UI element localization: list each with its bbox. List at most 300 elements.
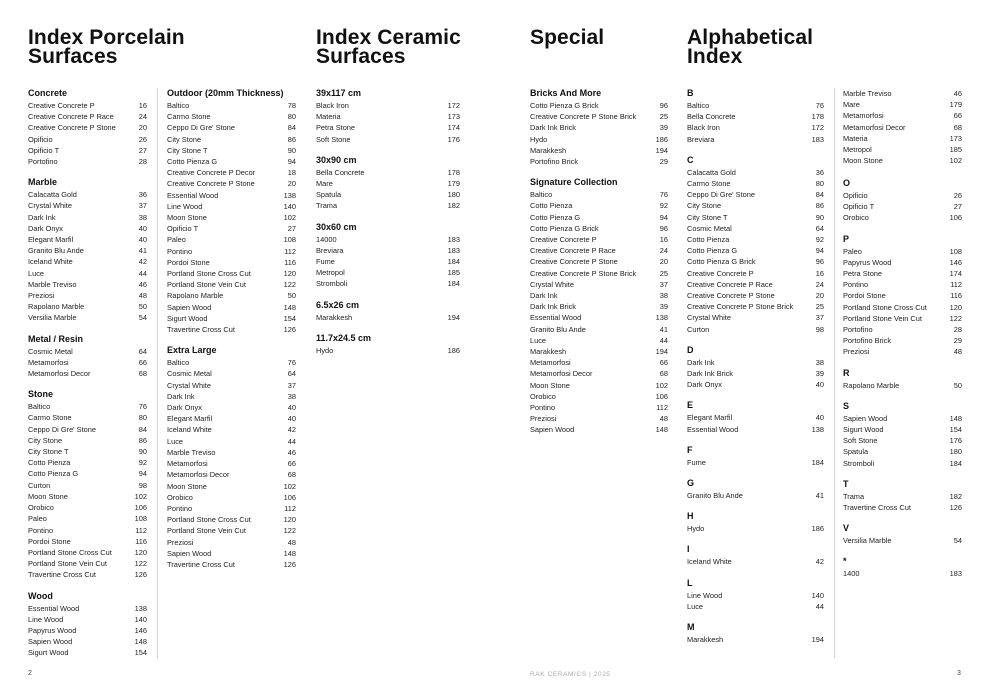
entry-page: 27 xyxy=(953,202,962,212)
entry-page: 68 xyxy=(138,369,147,379)
entry-name: Rapolano Marble xyxy=(28,302,85,312)
index-entry xyxy=(28,145,147,156)
index-entry xyxy=(530,268,668,279)
index-entry xyxy=(167,402,296,413)
entry-name: 1400 xyxy=(843,569,860,579)
entry-name: Moon Stone xyxy=(530,380,570,390)
index-entry xyxy=(843,133,962,144)
entry-name: Portofino xyxy=(843,325,873,335)
index-entry xyxy=(28,468,147,479)
entry-page: 146 xyxy=(949,257,962,267)
index-entry xyxy=(530,134,668,145)
index-group xyxy=(167,88,296,335)
index-entry xyxy=(28,100,147,111)
entry-page: 116 xyxy=(135,536,147,546)
entry-page: 37 xyxy=(287,380,296,390)
index-entry xyxy=(843,458,962,469)
index-entry xyxy=(843,324,962,335)
entry-name: Opificio xyxy=(28,134,53,144)
entry-page: 186 xyxy=(811,524,824,534)
entry-page: 38 xyxy=(287,391,296,401)
index-group xyxy=(687,88,824,145)
entry-name: Cosmic Metal xyxy=(28,346,73,356)
entry-name: Portland Stone Vein Cut xyxy=(843,313,922,323)
entry-page: 178 xyxy=(811,112,824,122)
group-heading: Extra Large xyxy=(167,345,217,356)
entry-name: Line Wood xyxy=(167,201,203,211)
entry-page: 90 xyxy=(815,212,824,222)
entry-name: Granito Blu Ande xyxy=(28,246,84,256)
index-entry xyxy=(687,412,824,423)
entry-page: 39 xyxy=(659,123,668,133)
entry-page: 120 xyxy=(283,515,296,525)
index-entry xyxy=(167,357,296,368)
index-entry xyxy=(167,156,296,167)
divider-1 xyxy=(157,88,158,658)
entry-name: Paleo xyxy=(843,246,862,256)
index-entry xyxy=(316,189,460,200)
entry-page: 24 xyxy=(815,279,824,289)
entry-name: Curton xyxy=(687,324,710,334)
entry-name: Granito Blu Ande xyxy=(530,324,586,334)
index-entry xyxy=(28,424,147,435)
index-group xyxy=(843,368,962,391)
index-entry xyxy=(316,312,460,323)
entry-page: 28 xyxy=(138,157,147,167)
entry-name: Trama xyxy=(843,491,865,501)
entry-page: 66 xyxy=(287,459,296,469)
entry-page: 102 xyxy=(283,213,296,223)
entry-name: Marakkesh xyxy=(687,635,724,645)
index-entry xyxy=(167,268,296,279)
entry-page: 184 xyxy=(447,279,460,289)
entry-page: 42 xyxy=(287,425,296,435)
index-entry xyxy=(167,223,296,234)
entry-name: Crystal White xyxy=(28,201,72,211)
index-entry xyxy=(843,122,962,133)
index-entry xyxy=(530,357,668,368)
index-entry xyxy=(316,178,460,189)
entry-name: Preziosi xyxy=(530,414,557,424)
entry-page: 102 xyxy=(949,156,962,166)
special-column xyxy=(530,88,668,446)
entry-page: 80 xyxy=(138,413,147,423)
entry-page: 112 xyxy=(284,246,296,256)
entry-page: 185 xyxy=(949,145,962,155)
entry-page: 112 xyxy=(656,403,668,413)
index-entry xyxy=(530,290,668,301)
group-heading: 30x60 cm xyxy=(316,221,357,232)
entry-name: Iceland White xyxy=(687,557,732,567)
entry-page: 140 xyxy=(811,590,824,600)
index-entry xyxy=(316,256,460,267)
entry-page: 76 xyxy=(287,358,296,368)
index-entry xyxy=(843,435,962,446)
entry-name: Marble Treviso xyxy=(167,447,216,457)
entry-name: Black Iron xyxy=(316,101,349,110)
alpha-right-column xyxy=(843,178,962,590)
entry-name: Metamorfosi xyxy=(530,358,571,368)
entry-page: 183 xyxy=(447,234,460,244)
index-entry xyxy=(167,201,296,212)
index-entry xyxy=(28,625,147,636)
index-entry xyxy=(316,167,460,178)
index-entry xyxy=(843,279,962,290)
entry-name: Cotto Pienza G xyxy=(687,246,738,256)
entry-page: 25 xyxy=(659,268,668,278)
entry-page: 46 xyxy=(287,447,296,457)
index-entry xyxy=(530,346,668,357)
index-group xyxy=(28,177,147,323)
index-entry xyxy=(28,368,147,379)
index-entry xyxy=(843,491,962,502)
entry-page: 80 xyxy=(287,112,296,122)
entry-page: 140 xyxy=(283,201,296,211)
group-heading: I xyxy=(687,544,690,555)
entry-page: 112 xyxy=(950,280,962,290)
entry-page: 90 xyxy=(138,447,147,457)
entry-page: 24 xyxy=(659,246,668,256)
entry-name: Dark Onyx xyxy=(167,403,202,413)
index-group xyxy=(316,333,460,356)
entry-name: Creative Concrete P Stone xyxy=(530,257,618,267)
entry-name: Fume xyxy=(687,457,706,467)
entry-name: Creative Concrete P Stone Brick xyxy=(687,302,794,312)
entry-name: Portland Stone Vein Cut xyxy=(167,280,246,290)
entry-page: 102 xyxy=(283,481,296,491)
index-entry xyxy=(687,200,824,211)
index-entry xyxy=(316,200,460,211)
entry-name: Moon Stone xyxy=(167,481,207,491)
entry-page: 40 xyxy=(815,413,824,423)
index-entry xyxy=(167,413,296,424)
entry-name: Travertine Cross Cut xyxy=(167,559,235,569)
entry-page: 194 xyxy=(655,145,668,155)
entry-name: Stromboli xyxy=(843,458,875,468)
entry-name: Metamorfosi Decor xyxy=(530,369,593,379)
entry-page: 20 xyxy=(659,257,668,267)
entry-name: Creative Concrete P Race xyxy=(687,279,773,289)
entry-page: 92 xyxy=(659,201,668,211)
entry-page: 39 xyxy=(659,302,668,312)
entry-page: 18 xyxy=(287,168,296,178)
index-entry xyxy=(687,312,824,323)
group-heading: Outdoor (20mm Thickness) xyxy=(167,88,284,98)
entry-name: Ceppo Di Gre' Stone xyxy=(687,190,755,200)
index-entry xyxy=(28,111,147,122)
entry-page: 96 xyxy=(659,101,668,110)
title-special: Special xyxy=(530,26,605,49)
entry-name: Sapien Wood xyxy=(28,637,73,647)
index-entry xyxy=(167,525,296,536)
index-entry xyxy=(167,481,296,492)
index-group xyxy=(687,478,824,501)
index-entry xyxy=(316,278,460,289)
entry-name: Elegant Marfil xyxy=(687,413,733,423)
entry-name: Portland Stone Cross Cut xyxy=(167,515,251,525)
entry-page: 68 xyxy=(659,369,668,379)
entry-name: Creative Concrete P Race xyxy=(530,246,616,256)
index-entry xyxy=(316,122,460,133)
entry-name: Creative Concrete P xyxy=(530,235,597,245)
index-entry xyxy=(28,513,147,524)
entry-name: Spatula xyxy=(843,447,869,457)
index-entry xyxy=(28,647,147,658)
entry-name: Orobico xyxy=(530,391,556,401)
entry-name: Carmo Stone xyxy=(28,413,72,423)
entry-page: 102 xyxy=(655,380,668,390)
entry-page: 38 xyxy=(815,357,824,367)
entry-name: Calacatta Gold xyxy=(28,190,77,200)
entry-name: Travertine Cross Cut xyxy=(843,503,911,513)
entry-page: 183 xyxy=(811,134,824,144)
entry-page: 108 xyxy=(134,514,147,524)
index-entry xyxy=(167,111,296,122)
entry-page: 173 xyxy=(949,133,962,143)
index-entry xyxy=(530,256,668,267)
index-entry xyxy=(530,424,668,435)
index-group xyxy=(28,591,147,659)
entry-name: City Stone xyxy=(28,435,63,445)
entry-name: Creative Concrete P Stone xyxy=(687,291,775,301)
entry-name: Pordoi Stone xyxy=(28,536,71,546)
index-group xyxy=(843,234,962,358)
entry-name: City Stone T xyxy=(687,212,728,222)
page-number-left: 2 xyxy=(28,670,32,677)
entry-page: 27 xyxy=(138,145,147,155)
index-entry xyxy=(28,536,147,547)
entry-name: Curton xyxy=(28,480,51,490)
index-group xyxy=(843,178,962,224)
entry-name: Portland Stone Vein Cut xyxy=(28,559,107,569)
index-entry xyxy=(843,246,962,257)
entry-page: 102 xyxy=(134,491,147,501)
entry-name: Luce xyxy=(530,335,547,345)
index-entry xyxy=(28,268,147,279)
group-heading: Stone xyxy=(28,389,54,400)
entry-name: Crystal White xyxy=(530,279,574,289)
entry-page: 48 xyxy=(659,414,668,424)
entry-page: 148 xyxy=(949,413,962,423)
index-entry xyxy=(28,223,147,234)
entry-name: Creative Concrete P Race xyxy=(28,112,114,122)
index-entry xyxy=(28,547,147,558)
index-entry xyxy=(687,324,824,335)
entry-page: 50 xyxy=(953,380,962,390)
entry-name: Granito Blu Ande xyxy=(687,491,743,501)
entry-page: 112 xyxy=(135,525,147,535)
group-heading: F xyxy=(687,444,693,455)
index-entry xyxy=(167,447,296,458)
entry-name: Creative Concrete P xyxy=(28,101,95,110)
entry-name: Cotto Pienza G Brick xyxy=(530,223,599,233)
entry-name: Cotto Pienza G Brick xyxy=(530,101,599,110)
index-entry xyxy=(687,457,824,468)
index-entry xyxy=(843,155,962,166)
entry-name: Sapien Wood xyxy=(167,548,212,558)
index-entry xyxy=(530,189,668,200)
entry-name: Sigurt Wood xyxy=(843,425,884,435)
entry-page: 178 xyxy=(447,167,460,177)
index-entry xyxy=(28,346,147,357)
entry-name: Cotto Pienza G xyxy=(530,212,581,222)
index-entry xyxy=(530,234,668,245)
index-entry xyxy=(28,234,147,245)
group-heading: E xyxy=(687,400,694,411)
entry-page: 37 xyxy=(138,201,147,211)
index-entry xyxy=(28,480,147,491)
index-entry xyxy=(28,412,147,423)
index-entry xyxy=(167,178,296,189)
index-entry xyxy=(530,223,668,234)
entry-page: 36 xyxy=(815,167,824,177)
entry-name: Crystal White xyxy=(687,313,731,323)
index-entry xyxy=(167,167,296,178)
index-entry xyxy=(687,590,824,601)
index-entry xyxy=(687,212,824,223)
entry-name: Dark Ink xyxy=(530,291,558,301)
index-entry xyxy=(843,380,962,391)
index-entry xyxy=(530,402,668,413)
index-entry xyxy=(687,368,824,379)
entry-page: 176 xyxy=(949,436,962,446)
entry-name: Cotto Pienza G Brick xyxy=(687,257,756,267)
entry-page: 42 xyxy=(815,557,824,567)
index-entry xyxy=(167,257,296,268)
entry-page: 184 xyxy=(949,458,962,468)
entry-name: Bella Concrete xyxy=(316,167,365,177)
entry-page: 186 xyxy=(447,345,460,355)
entry-page: 154 xyxy=(949,425,962,435)
index-entry xyxy=(687,100,824,111)
index-entry xyxy=(167,324,296,335)
entry-page: 84 xyxy=(815,190,824,200)
index-entry xyxy=(530,245,668,256)
entry-name: Moon Stone xyxy=(28,491,68,501)
entry-name: Cotto Pienza G xyxy=(167,157,218,167)
index-entry xyxy=(530,279,668,290)
group-heading: 39x117 cm xyxy=(316,88,362,98)
index-entry xyxy=(28,200,147,211)
index-group xyxy=(316,88,460,145)
title-alphabetical-index: Alphabetical Index xyxy=(687,26,814,68)
index-group xyxy=(687,511,824,534)
entry-page: 48 xyxy=(138,291,147,301)
entry-name: Metamorfosi xyxy=(167,459,208,469)
entry-page: 106 xyxy=(655,391,668,401)
entry-page: 108 xyxy=(949,246,962,256)
index-entry xyxy=(687,189,824,200)
group-heading: Marble xyxy=(28,177,58,188)
index-entry xyxy=(843,424,962,435)
entry-page: 64 xyxy=(138,346,147,356)
group-heading: R xyxy=(843,367,850,378)
entry-page: 154 xyxy=(283,313,296,323)
entry-name: Versilia Marble xyxy=(843,536,892,546)
entry-name: Preziosi xyxy=(843,347,870,357)
entry-page: 80 xyxy=(815,179,824,189)
index-entry xyxy=(687,357,824,368)
group-heading: 6.5x26 cm xyxy=(316,299,360,310)
entry-name: Iceland White xyxy=(167,425,212,435)
index-entry xyxy=(687,424,824,435)
group-heading: M xyxy=(687,622,695,633)
entry-name: Dark Ink Brick xyxy=(687,369,733,379)
entry-page: 112 xyxy=(284,503,296,513)
entry-name: Cosmic Metal xyxy=(167,369,212,379)
index-entry xyxy=(843,144,962,155)
entry-name: Baltico xyxy=(167,101,190,110)
entry-page: 96 xyxy=(659,223,668,233)
index-entry xyxy=(687,134,824,145)
group-heading: S xyxy=(843,400,850,411)
entry-name: Mare xyxy=(316,179,333,189)
group-heading: 30x90 cm xyxy=(316,154,357,165)
entry-name: Versilia Marble xyxy=(28,313,77,323)
group-heading: O xyxy=(843,178,851,188)
entry-page: 138 xyxy=(655,313,668,323)
entry-page: 94 xyxy=(659,212,668,222)
entry-page: 44 xyxy=(659,335,668,345)
entry-name: Papyrus Wood xyxy=(28,625,77,635)
index-entry xyxy=(843,110,962,121)
index-entry xyxy=(530,145,668,156)
entry-page: 25 xyxy=(659,112,668,122)
group-heading: P xyxy=(843,233,850,244)
entry-name: Dark Ink xyxy=(167,391,195,401)
index-entry xyxy=(167,313,296,324)
entry-name: Baltico xyxy=(28,402,51,412)
porcelain-right-column xyxy=(167,88,296,580)
index-group xyxy=(687,345,824,391)
index-entry xyxy=(167,234,296,245)
index-entry xyxy=(167,100,296,111)
entry-page: 182 xyxy=(949,491,962,501)
index-entry xyxy=(167,391,296,402)
title-ceramic: Index Ceramic Surfaces xyxy=(316,26,461,68)
entry-name: Metamorfosi xyxy=(843,111,884,121)
entry-page: 179 xyxy=(447,179,460,189)
index-entry xyxy=(167,559,296,570)
group-heading: C xyxy=(687,154,694,165)
entry-name: Creative Concrete P Stone xyxy=(167,179,255,189)
entry-name: Marakkesh xyxy=(316,312,353,322)
index-entry xyxy=(843,413,962,424)
group-heading: H xyxy=(687,511,694,522)
index-entry xyxy=(843,313,962,324)
entry-page: 106 xyxy=(134,503,147,513)
index-entry xyxy=(843,88,962,99)
entry-page: 184 xyxy=(447,257,460,267)
index-entry xyxy=(530,212,668,223)
entry-page: 106 xyxy=(283,492,296,502)
entry-page: 64 xyxy=(287,369,296,379)
entry-page: 185 xyxy=(447,268,460,278)
entry-page: 183 xyxy=(949,569,962,579)
entry-name: Rapolano Marble xyxy=(843,380,900,390)
entry-page: 194 xyxy=(655,347,668,357)
index-entry xyxy=(316,245,460,256)
entry-page: 29 xyxy=(659,157,668,167)
entry-name: Creative Concrete P xyxy=(687,268,754,278)
entry-name: Travertine Cross Cut xyxy=(28,570,96,580)
entry-name: Pordoi Stone xyxy=(167,257,210,267)
index-entry xyxy=(316,111,460,122)
entry-page: 38 xyxy=(659,291,668,301)
entry-name: Crystal White xyxy=(167,380,211,390)
entry-page: 66 xyxy=(138,357,147,367)
index-entry xyxy=(167,424,296,435)
